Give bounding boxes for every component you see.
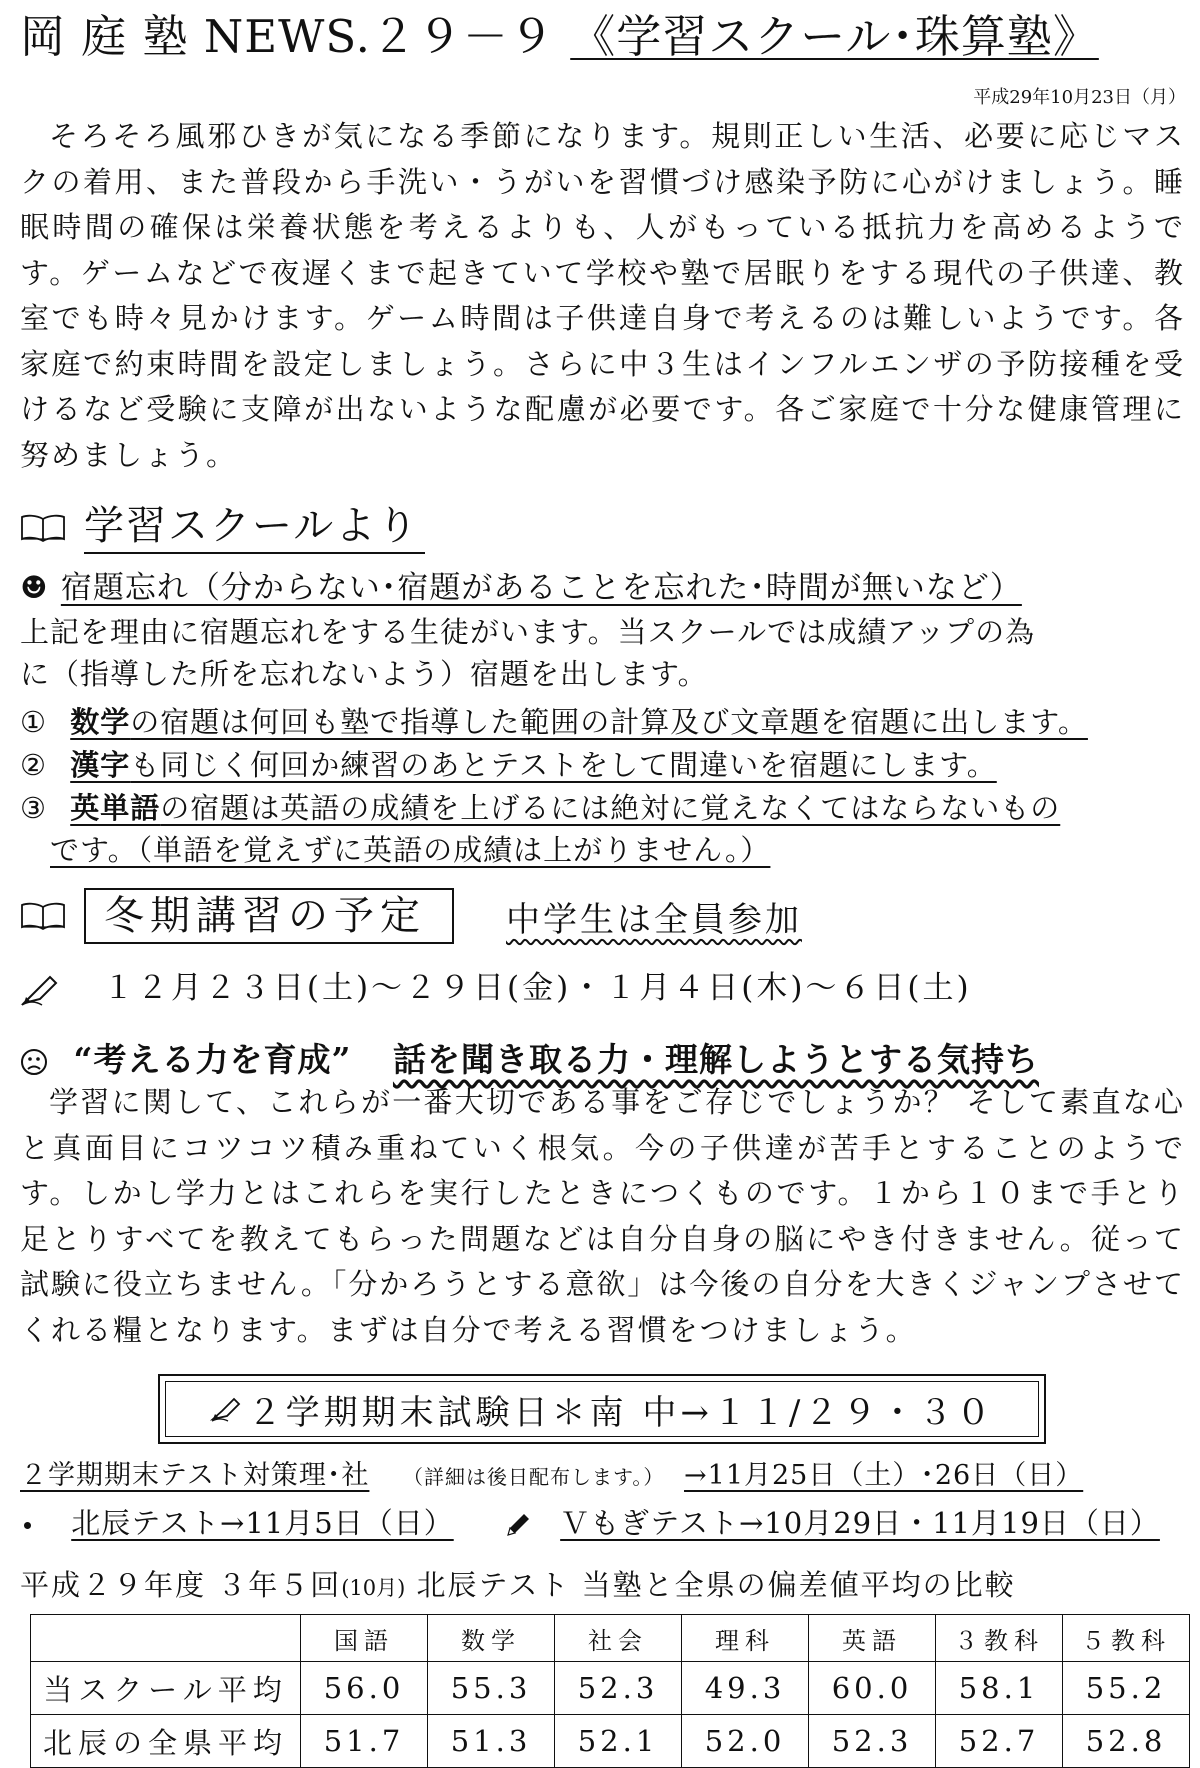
table-header-row <box>31 1615 1190 1662</box>
title-main: 《学習スクール･珠算塾》 <box>570 10 1099 63</box>
item-number: ③ <box>20 791 47 825</box>
column-header: 社会 <box>555 1615 682 1662</box>
mock-tests-line <box>20 1503 1190 1543</box>
comparison-title-month: (10月) <box>341 1576 406 1600</box>
comparison-title-a: 平成２９年度 ３年５回 <box>20 1568 342 1602</box>
open-book-icon <box>20 901 66 931</box>
item-subject: 数学 <box>70 705 131 739</box>
test-measures-line <box>20 1456 1190 1497</box>
item-text: の宿題は英語の成績を上げるには絶対に覚えなくてはならないもの <box>160 791 1061 825</box>
vmogi-test: Ｖもぎテスト→10月29日・11月19日（日） <box>560 1506 1160 1540</box>
comparison-title <box>20 1565 1016 1608</box>
item-text: も同じく何回か練習のあとテストをして間違いを宿題にします。 <box>130 748 997 782</box>
homework-item <box>20 702 1190 742</box>
table-cell: 52.3 <box>555 1662 682 1715</box>
item-text: です。（単語を覚えずに英語の成績は上がりません。） <box>50 833 771 867</box>
table-cell: 58.1 <box>936 1662 1063 1715</box>
table-cell: 51.7 <box>301 1715 428 1768</box>
forgot-reason-line-2: に（指導した所を忘れないよう）宿題を出します。 <box>20 657 708 691</box>
writing-hand-icon <box>20 973 60 1007</box>
table-cell: 52.3 <box>809 1715 936 1768</box>
row-label: 当スクール平均 <box>31 1662 301 1715</box>
column-header: ５教科 <box>1063 1615 1190 1662</box>
forgot-homework-label: 宿題忘れ（分からない･宿題があることを忘れた･時間が無いなど） <box>60 570 1022 606</box>
item-subject: 漢字 <box>70 748 131 782</box>
homework-item <box>20 788 1190 828</box>
smile-icon: ☻ <box>20 570 49 606</box>
writing-hand-icon <box>210 1395 242 1423</box>
table-corner-cell <box>31 1615 301 1662</box>
comparison-title-b: 北辰テスト 当塾と全県の偏差値平均の比較 <box>405 1568 1016 1602</box>
table-cell: 52.1 <box>555 1715 682 1768</box>
table-cell: 51.3 <box>428 1715 555 1768</box>
newsletter-title <box>20 8 1190 66</box>
column-header: 国語 <box>301 1615 428 1662</box>
think-title: “考える力を育成” <box>73 1040 352 1079</box>
winter-participation-note: 中学生は全員参加 <box>506 899 802 940</box>
bullet-icon <box>24 1522 31 1529</box>
table-cell: 56.0 <box>301 1662 428 1715</box>
table-cell: 52.8 <box>1063 1715 1190 1768</box>
table-row <box>31 1715 1190 1768</box>
forgot-homework-title <box>20 568 1190 608</box>
exam-date-text: ２学期期末試験日＊南 中→１１/２９・３０ <box>247 1392 995 1433</box>
item-text: の宿題は何回も塾で指導した範囲の計算及び文章題を宿題に出します。 <box>130 705 1088 739</box>
column-header: 理科 <box>682 1615 809 1662</box>
winter-course-dates <box>20 968 1190 1008</box>
item-number: ② <box>20 748 47 782</box>
table-cell: 60.0 <box>809 1662 936 1715</box>
think-subtitle: 話を聞き取る力・理解しようとする気持ち <box>392 1040 1039 1079</box>
homework-item-continued <box>50 830 1200 870</box>
score-comparison-table <box>30 1614 1190 1768</box>
homework-item <box>20 745 1190 785</box>
table-cell: 55.2 <box>1063 1662 1190 1715</box>
table-cell: 52.7 <box>936 1715 1063 1768</box>
issue-date: 平成29年10月23日（月） <box>973 87 1186 108</box>
winter-course-title: 冬期講習の予定 <box>84 888 454 944</box>
school-section-heading <box>20 502 425 554</box>
column-header: ３教科 <box>936 1615 1063 1662</box>
school-section-title: 学習スクールより <box>84 502 425 554</box>
test-measures-note: （詳細は後日配布します。） <box>403 1465 665 1489</box>
title-prefix: 岡 庭 塾 NEWS.２９－９ <box>20 10 555 63</box>
column-header: 英語 <box>809 1615 936 1662</box>
test-measures-label: ２学期期末テスト対策理･社 <box>20 1460 370 1491</box>
winter-dates-text: １２月２３日(土)～２９日(金)・１月４日(木)～６日(土) <box>102 970 972 1006</box>
forgot-reason-line-1: 上記を理由に宿題忘れをする生徒がいます。当スクールでは成績アップの為 <box>20 615 1036 649</box>
intro-paragraph: そろそろ風邪ひきが気になる季節になります。規則正しい生活、必要に応じマスクの着用、また普段から手洗い・うがいを習慣づけ感染予防に心がけましょう。睡眠時間の確保は栄養状態を考えるよりも、人がもっている抵抗力を高めるようです。ゲームなどで夜遅くまで起きていて学校や塾で居眠りをする現代の子供達、教室でも時々見かけます。ゲーム時間は子供達自身で考えるのは難しいようです。各家庭で約束時間を設定しましょう。さらに中３生はインフルエンザの予防接種を受けるなど受験に支障が出ないような配慮が必要です。各ご家庭で十分な健康管理に努めましょう。 <box>20 119 1185 472</box>
item-number: ① <box>20 705 47 739</box>
open-book-icon <box>20 513 66 543</box>
pencil-icon <box>504 1511 532 1539</box>
table-row <box>31 1662 1190 1715</box>
think-section-heading <box>20 1040 1190 1080</box>
think-paragraph: 学習に関して、これらが一番大切である事をご存じでしょうか？ そして素直な心と真面目にコツコツ積み重ねていく根気。今の子供達が苦手とすることのようです。しかし学力とはこれらを実行したときにつくものです。１から１０まで手とり足とりすべてを教えてもらった問題などは自分自身の脳にやき付きません。従って試験に役立ちません。「分かろうとする意欲」は今後の自分を大きくジャンプさせてくれる糧となります。まずは自分で考える習慣をつけましょう。 <box>20 1085 1185 1347</box>
exam-date-box <box>158 1374 1046 1444</box>
table-cell: 52.0 <box>682 1715 809 1768</box>
winter-section-heading <box>20 890 802 942</box>
item-subject: 英単語 <box>70 791 161 825</box>
table-cell: 49.3 <box>682 1662 809 1715</box>
frown-face-icon <box>20 1048 48 1076</box>
test-measures-dates: →11月25日（土）･26日（日） <box>684 1460 1084 1491</box>
table-cell: 55.3 <box>428 1662 555 1715</box>
row-label: 北辰の全県平均 <box>31 1715 301 1768</box>
hokushin-test: 北辰テスト→11月5日（日） <box>71 1506 454 1540</box>
column-header: 数学 <box>428 1615 555 1662</box>
